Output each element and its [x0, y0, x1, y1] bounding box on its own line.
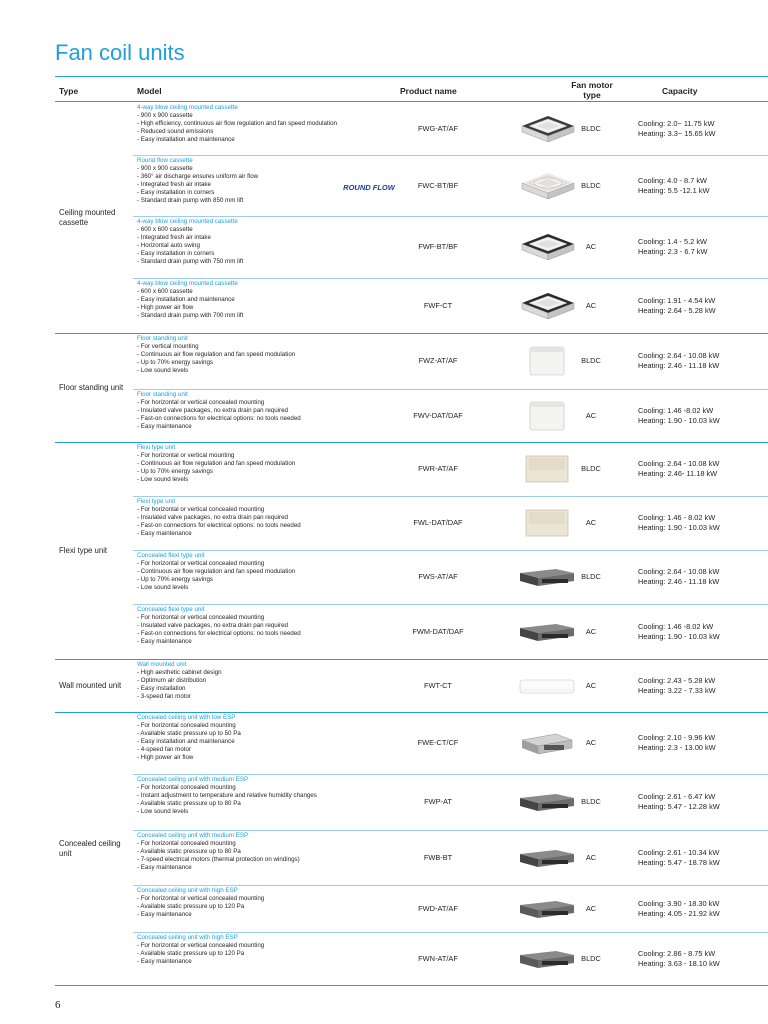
- capacity: [638, 899, 720, 919]
- feature-line: - Fast-on connections for electrical options: no tools needed: [137, 414, 301, 422]
- capacity: [638, 296, 716, 316]
- heating-capacity: Heating: 3.63 - 18.10 kW: [638, 958, 720, 968]
- heating-capacity: Heating: 3.22 - 7.33 kW: [638, 685, 716, 695]
- feature-line: - Available static pressure up to 120 Pa: [137, 949, 245, 957]
- cooling-capacity: Cooling: 2.61 - 10.34 kW: [638, 847, 720, 857]
- header-product-name: Product name: [400, 86, 457, 96]
- table-row: [133, 830, 768, 885]
- unit-image: [516, 726, 578, 765]
- cooling-capacity: Cooling: 2.64 - 10.08 kW: [638, 459, 720, 468]
- product-name: FWF-CT: [423, 300, 453, 310]
- product-name: FWT-CT: [424, 680, 452, 690]
- cooling-capacity: Cooling: 2.64 - 10.08 kW: [638, 567, 720, 576]
- feature-line: - Available static pressure up to 80 Pa: [137, 799, 241, 807]
- unit-image: [516, 892, 578, 931]
- fan-motor-type: BLDC: [581, 180, 601, 190]
- feature-line: - Available static pressure up to 80 Pa: [137, 847, 241, 855]
- cooling-capacity: Cooling: 2.86 - 8.75 kW: [638, 948, 716, 958]
- page-number: 6: [55, 999, 61, 1011]
- capacity: [638, 459, 719, 479]
- fan-motor-type: AC: [585, 242, 597, 251]
- heating-capacity: Heating: 4.05 - 21.92 kW: [638, 908, 720, 918]
- capacity: [638, 622, 720, 642]
- unit-image: [516, 785, 578, 824]
- table-row: [133, 885, 768, 932]
- feature-line: - Available static pressure up to 120 Pa: [137, 902, 245, 910]
- feature-line: - Easy maintenance: [137, 637, 192, 645]
- feature-line: - For horizontal or vertical concealed mounting: [137, 559, 265, 567]
- feature-line: - Up to 70% energy savings: [137, 358, 214, 366]
- round-flow-logo-text: ROUND FLOW: [343, 183, 395, 192]
- product-name: FWN-AT/AF: [418, 953, 458, 963]
- product-name: FWR-AT/AF: [418, 464, 458, 473]
- model-title: 4-way blow ceiling mounted cassette: [137, 280, 238, 287]
- table-row: [133, 932, 768, 985]
- feature-line: - For horizontal or vertical concealed mounting: [137, 941, 265, 949]
- heating-capacity: Heating: 1.90 - 10.03 kW: [638, 415, 720, 425]
- feature-line: - Easy installation in corners: [137, 249, 215, 257]
- product-name: FWB-BT: [423, 852, 453, 862]
- table-header: [55, 76, 768, 102]
- heating-capacity: Heating: 5.47 - 12.28 kW: [638, 802, 720, 811]
- capacity: [638, 848, 720, 868]
- capacity: [638, 567, 719, 587]
- feature-line: - Easy installation and maintenance: [137, 295, 235, 303]
- table-row: [133, 550, 768, 604]
- feature-line: - Up to 70% energy savings: [137, 575, 214, 583]
- header-model: Model: [137, 86, 162, 96]
- feature-line: - Easy installation and maintenance: [137, 737, 235, 745]
- cooling-capacity: Cooling: 1.4 - 5.2 kW: [638, 237, 708, 246]
- model-title: Wall mounted unit: [137, 661, 187, 668]
- table-row: [133, 278, 768, 333]
- feature-line: - For horizontal concealed mounting: [137, 721, 236, 729]
- capacity: [638, 792, 720, 812]
- unit-image: [516, 399, 578, 438]
- table-row: [133, 102, 768, 155]
- feature-line: - For horizontal or vertical concealed mounting: [137, 894, 265, 902]
- feature-line: - Insulated valve packages, no extra drain pan required: [137, 621, 288, 629]
- feature-line: - 4-speed fan motor: [137, 745, 191, 753]
- product-name: FWC-BT/BF: [417, 180, 459, 190]
- heating-capacity: Heating: 2.64 - 5.28 kW: [638, 305, 716, 315]
- feature-line: - 900 x 900 cassette: [137, 111, 193, 119]
- heating-capacity: Heating: 2.3 - 6.7 kW: [638, 247, 708, 256]
- table-row: [133, 442, 768, 496]
- model-title: Concealed flexi type unit: [137, 552, 205, 559]
- feature-line: - 600 x 600 cassette: [137, 225, 193, 233]
- fan-motor-type: AC: [585, 852, 597, 862]
- cooling-capacity: Cooling: 4.0 - 8.7 kW: [638, 175, 708, 185]
- capacity: [638, 513, 720, 533]
- unit-image: [516, 230, 578, 269]
- unit-image: [516, 560, 578, 599]
- capacity: [638, 406, 720, 426]
- feature-line: - 7-speed electrical motors (thermal protection on windings): [137, 855, 300, 863]
- cooling-capacity: Cooling: 2.10 - 9.96 kW: [638, 733, 716, 742]
- feature-line: - Low sound levels: [137, 807, 189, 815]
- feature-line: - Easy maintenance: [137, 422, 192, 430]
- feature-line: - Standard drain pump with 850 mm lift: [137, 196, 244, 204]
- model-title: Concealed ceiling unit with low ESP: [137, 714, 236, 721]
- feature-line: - Easy maintenance: [137, 529, 192, 537]
- unit-image: [516, 942, 578, 981]
- group-label: Floor standing unit: [59, 382, 124, 392]
- capacity: [638, 237, 707, 257]
- unit-image: [516, 452, 578, 491]
- model-title: Concealed ceiling unit with high ESP: [137, 887, 238, 894]
- page-title: Fan coil units: [55, 40, 185, 65]
- feature-line: - For horizontal or vertical mounting: [137, 451, 235, 459]
- product-name: FWM-DAT/DAF: [412, 626, 464, 636]
- table-row: [133, 496, 768, 550]
- feature-line: - High power air flow: [137, 303, 194, 311]
- unit-image: [516, 112, 578, 151]
- feature-line: - Optimum air distribution: [137, 676, 207, 684]
- model-description: [137, 714, 397, 761]
- group-label: Ceiling mounted cassette: [59, 207, 116, 227]
- cooling-capacity: Cooling: 1.46 -8.02 kW: [638, 621, 714, 631]
- unit-image: [516, 169, 578, 208]
- heating-capacity: Heating: 3.3~ 15.65 kW: [638, 128, 716, 138]
- unit-image: [516, 506, 578, 545]
- cooling-capacity: Cooling: 2.43 - 5.28 kW: [638, 675, 716, 685]
- product-name: FWZ-AT/AF: [418, 356, 458, 365]
- header-fan-motor-type: Fan motor type: [571, 80, 613, 100]
- unit-image: [516, 344, 578, 383]
- table-row: [133, 155, 768, 216]
- feature-line: - High efficiency, continuous air flow regulation and fan speed modulation: [137, 119, 337, 127]
- feature-line: - Low sound levels: [137, 475, 189, 483]
- heating-capacity: Heating: 2.46 - 11.18 kW: [638, 577, 720, 586]
- fan-motor-type: AC: [585, 410, 597, 420]
- feature-line: - 360° air discharge ensures uniform air flow: [137, 172, 259, 180]
- model-description: [137, 934, 397, 966]
- unit-image: [516, 669, 578, 708]
- cooling-capacity: Cooling: 2.61 - 6.47 kW: [638, 792, 716, 801]
- model-title: Floor standing unit: [137, 335, 188, 342]
- feature-line: - Easy maintenance: [137, 863, 192, 871]
- model-title: Concealed flexi type unit: [137, 606, 205, 613]
- product-name: FWV-DAT/DAF: [413, 410, 463, 420]
- feature-line: - Standard drain pump with 750 mm lift: [137, 257, 244, 265]
- feature-line: - Up to 70% energy savings: [137, 467, 214, 475]
- table-bottom-divider: [55, 985, 768, 986]
- product-name: FWG-AT/AF: [417, 123, 459, 133]
- heating-capacity: Heating: 5.5 -12.1 kW: [638, 185, 710, 195]
- model-title: Round flow cassette: [137, 157, 193, 164]
- fan-motor-type: BLDC: [581, 123, 601, 133]
- fan-motor-type: AC: [585, 626, 597, 636]
- fan-motor-type: BLDC: [581, 356, 601, 365]
- feature-line: - Available static pressure up to 50 Pa: [137, 729, 241, 737]
- fan-motor-type: AC: [585, 300, 597, 310]
- feature-line: - For horizontal or vertical concealed mounting: [137, 505, 265, 513]
- fan-motor-type: BLDC: [581, 572, 601, 581]
- fan-motor-type: AC: [585, 680, 597, 690]
- model-title: 4-way blow ceiling mounted cassette: [137, 104, 238, 111]
- feature-line: - For horizontal concealed mounting: [137, 783, 236, 791]
- model-description: [137, 444, 397, 484]
- table-row: [133, 333, 768, 389]
- model-description: [137, 498, 397, 538]
- header-type: Type: [59, 86, 79, 96]
- model-description: [137, 832, 397, 872]
- model-description: [137, 776, 397, 816]
- unit-image: [516, 615, 578, 654]
- feature-line: - Low sound levels: [137, 583, 189, 591]
- heating-capacity: Heating: 2.46 - 11.18 kW: [638, 361, 720, 370]
- fan-motor-type: AC: [585, 518, 597, 527]
- product-name: FWL-DAT/DAF: [413, 518, 463, 527]
- group-label: Concealed ceiling unit: [59, 838, 121, 858]
- cooling-capacity: Cooling: 1.91 - 4.54 kW: [638, 295, 716, 305]
- feature-line: - Insulated valve packages, no extra drain pan required: [137, 513, 288, 521]
- feature-line: - Easy maintenance: [137, 957, 192, 965]
- feature-line: - Integrated fresh air intake: [137, 180, 211, 188]
- product-name: FWP-AT: [424, 797, 452, 806]
- fan-motor-type: BLDC: [581, 464, 601, 473]
- table-row: [133, 659, 768, 712]
- fan-motor-type: AC: [585, 903, 597, 913]
- heating-capacity: Heating: 2.3 - 13.00 kW: [638, 743, 716, 752]
- capacity: [638, 949, 720, 969]
- feature-line: - Continuous air flow regulation and fan speed modulation: [137, 567, 296, 575]
- model-title: Flexi type unit: [137, 444, 176, 451]
- cooling-capacity: Cooling: 1.46 -8.02 kW: [638, 405, 714, 415]
- model-title: Concealed ceiling unit with medium ESP: [137, 832, 249, 839]
- feature-line: - Instant adjustment to temperature and relative humidity changes: [137, 791, 317, 799]
- model-description: [137, 280, 397, 320]
- unit-image: [516, 841, 578, 880]
- feature-line: - Easy installation and maintenance: [137, 135, 235, 143]
- feature-line: - Reduced sound emissions: [137, 127, 214, 135]
- feature-line: - Insulated valve packages, no extra drain pan required: [137, 406, 288, 414]
- capacity: [638, 733, 716, 753]
- feature-line: - Horizontal auto swing: [137, 241, 200, 249]
- model-title: Concealed ceiling unit with high ESP: [137, 934, 238, 941]
- cooling-capacity: Cooling: 3.90 - 18.30 kW: [638, 898, 720, 908]
- feature-line: - For horizontal or vertical concealed mounting: [137, 613, 265, 621]
- table-row: [133, 712, 768, 774]
- heating-capacity: Heating: 5.47 - 18.78 kW: [638, 857, 720, 867]
- model-description: [137, 661, 397, 701]
- group-label: Wall mounted unit: [59, 680, 122, 690]
- model-description: [137, 887, 397, 919]
- feature-line: - Easy maintenance: [137, 910, 192, 918]
- fan-motor-type: BLDC: [581, 953, 601, 963]
- model-description: [137, 218, 397, 265]
- feature-line: - Continuous air flow regulation and fan speed modulation: [137, 350, 296, 358]
- model-description: [137, 335, 397, 375]
- feature-line: - For vertical mounting: [137, 342, 199, 350]
- feature-line: - High power air flow: [137, 753, 194, 761]
- feature-line: - 600 x 600 cassette: [137, 287, 193, 295]
- product-name: FWF-BT/BF: [418, 242, 458, 251]
- capacity: [638, 676, 716, 696]
- model-description: [137, 104, 397, 144]
- heating-capacity: Heating: 1.90 - 10.03 kW: [638, 523, 720, 532]
- model-description: [137, 552, 397, 592]
- feature-line: - Easy installation in corners: [137, 188, 215, 196]
- feature-line: - Standard drain pump with 700 mm lift: [137, 311, 244, 319]
- feature-line: - Continuous air flow regulation and fan speed modulation: [137, 459, 296, 467]
- feature-line: - Integrated fresh air intake: [137, 233, 211, 241]
- cooling-capacity: Cooling: 2.64 - 10.08 kW: [638, 351, 720, 360]
- feature-line: - Fast-on connections for electrical options: no tools needed: [137, 521, 301, 529]
- product-name: FWE-CT/CF: [417, 738, 459, 747]
- model-description: [137, 606, 397, 646]
- fan-motor-type: AC: [585, 738, 597, 747]
- heating-capacity: Heating: 1.90 - 10.03 kW: [638, 631, 720, 641]
- model-description: [137, 391, 397, 431]
- feature-line: - High aesthetic cabinet design: [137, 668, 222, 676]
- heating-capacity: Heating: 2.46- 11.18 kW: [638, 469, 718, 478]
- header-capacity: Capacity: [662, 86, 698, 96]
- feature-line: - Fast-on connections for electrical options: no tools needed: [137, 629, 301, 637]
- model-title: Concealed ceiling unit with medium ESP: [137, 776, 249, 783]
- capacity: [638, 176, 709, 196]
- product-name: FWD-AT/AF: [418, 903, 458, 913]
- cooling-capacity: Cooling: 2.0~ 11.75 kW: [638, 118, 715, 128]
- table-row: [133, 604, 768, 659]
- feature-line: - For horizontal or vertical concealed mounting: [137, 398, 265, 406]
- fan-motor-type: BLDC: [581, 797, 601, 806]
- unit-image: [516, 289, 578, 328]
- capacity: [638, 119, 715, 139]
- model-title: Flexi type unit: [137, 498, 176, 505]
- cooling-capacity: Cooling: 1.46 - 8.02 kW: [638, 513, 716, 522]
- feature-line: - Low sound levels: [137, 366, 189, 374]
- product-name: FWS-AT/AF: [418, 572, 458, 581]
- model-title: 4-way blow ceiling mounted cassette: [137, 218, 238, 225]
- feature-line: - For horizontal concealed mounting: [137, 839, 236, 847]
- feature-line: - 900 x 900 cassette: [137, 164, 193, 172]
- feature-line: - Easy installation: [137, 684, 186, 692]
- model-title: Floor standing unit: [137, 391, 188, 398]
- table-row: [133, 389, 768, 442]
- table-row: [133, 216, 768, 278]
- table-row: [133, 774, 768, 830]
- feature-line: - 3-speed fan motor: [137, 692, 191, 700]
- group-label: Flexi type unit: [59, 545, 108, 555]
- capacity: [638, 351, 719, 371]
